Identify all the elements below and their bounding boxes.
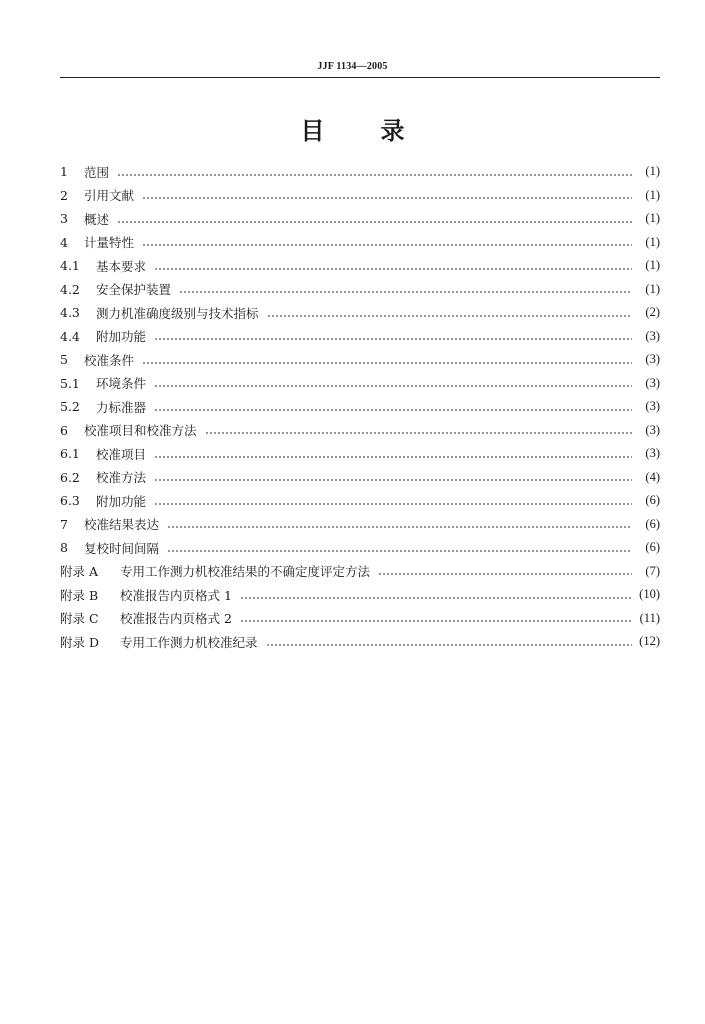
toc-entry-title: 复校时间间隔 (84, 540, 160, 556)
toc-entry[interactable] (60, 395, 660, 419)
dot-leader (240, 590, 632, 600)
toc-entry-number: 4.4 (60, 328, 80, 344)
dot-leader (154, 496, 632, 506)
toc-entry-title: 范围 (84, 164, 110, 180)
toc-title (0, 111, 705, 146)
toc-entry-page: (4) (645, 469, 660, 484)
toc-entry-title: 测力机准确度级别与技术指标 (96, 305, 259, 321)
toc-entry-page: (3) (645, 375, 660, 390)
dot-leader (167, 543, 632, 553)
toc-entry[interactable] (60, 254, 660, 278)
toc-entry-title: 引用文献 (84, 188, 135, 204)
dot-leader (154, 378, 632, 388)
toc-entry-title: 校准结果表达 (84, 517, 160, 533)
toc-entry-title: 基本要求 (96, 258, 147, 274)
header-divider (60, 77, 660, 78)
toc-entry-title: 安全保护装置 (96, 282, 172, 298)
toc-entry-page: (1) (645, 258, 660, 273)
toc-entry-page: (3) (645, 328, 660, 343)
toc-entry-title: 概述 (84, 211, 110, 227)
toc-entry-number: 3 (60, 211, 68, 227)
toc-entry-page: (11) (639, 610, 660, 625)
dot-leader (142, 355, 632, 365)
toc-entry-page: (1) (645, 211, 660, 226)
toc-entry-title: 校准项目和校准方法 (84, 423, 197, 439)
toc-entry-number: 2 (60, 187, 68, 203)
toc-entry-title: 校准报告内页格式 1 (120, 587, 232, 603)
dot-leader (179, 284, 632, 294)
toc-entry-title: 校准报告内页格式 2 (120, 611, 232, 627)
toc-entry-number: 4 (60, 234, 68, 250)
toc-entry-title: 校准项目 (96, 446, 147, 462)
dot-leader (142, 190, 632, 200)
toc-entry[interactable] (60, 466, 660, 490)
toc-entry-number: 1 (60, 164, 68, 180)
toc-entry[interactable] (60, 207, 660, 231)
dot-leader (154, 402, 632, 412)
toc-title-char-1: 目 (300, 117, 325, 145)
table-of-contents (60, 160, 660, 654)
toc-entry-number: 附录 C (60, 611, 99, 627)
toc-entry-title: 力标准器 (96, 399, 147, 415)
toc-entry-number: 6.1 (60, 446, 80, 462)
toc-entry-page: (1) (645, 164, 660, 179)
dot-leader (154, 472, 632, 482)
toc-entry-number: 4.3 (60, 305, 80, 321)
dot-leader (154, 261, 632, 271)
toc-entry-page: (3) (645, 399, 660, 414)
toc-entry[interactable] (60, 184, 660, 208)
toc-entry-title: 附加功能 (96, 493, 147, 509)
toc-entry-page: (1) (645, 234, 660, 249)
dot-leader (117, 167, 632, 177)
toc-entry-number: 6.3 (60, 493, 80, 509)
dot-leader (267, 308, 632, 318)
toc-entry-number: 5.1 (60, 375, 80, 391)
toc-entry-page: (3) (645, 352, 660, 367)
toc-entry-page: (10) (639, 587, 660, 602)
toc-entry-title: 校准方法 (96, 470, 147, 486)
toc-entry[interactable] (60, 536, 660, 560)
toc-entry-page: (1) (645, 187, 660, 202)
toc-entry-page: (6) (645, 493, 660, 508)
document-code-header: JJF 1134—2005 (317, 61, 388, 72)
toc-entry-title: 专用工作测力机校准结果的不确定度评定方法 (120, 564, 371, 580)
toc-entry-number: 6.2 (60, 469, 80, 485)
dot-leader (154, 331, 632, 341)
dot-leader (117, 214, 632, 224)
dot-leader (378, 566, 632, 576)
toc-entry-number: 附录 A (60, 564, 99, 580)
toc-entry-number: 6 (60, 422, 68, 438)
dot-leader (266, 637, 632, 647)
toc-entry-page: (12) (639, 634, 660, 649)
toc-entry-title: 环境条件 (96, 376, 147, 392)
toc-entry[interactable] (60, 301, 660, 325)
toc-entry-number: 8 (60, 540, 68, 556)
toc-entry[interactable] (60, 560, 660, 584)
toc-entry[interactable] (60, 513, 660, 537)
toc-entry-title: 校准条件 (84, 352, 135, 368)
toc-entry[interactable] (60, 442, 660, 466)
dot-leader (240, 613, 632, 623)
toc-entry-number: 附录 D (60, 634, 99, 650)
toc-entry-number: 附录 B (60, 587, 99, 603)
toc-entry[interactable] (60, 489, 660, 513)
toc-entry-title: 附加功能 (96, 329, 147, 345)
toc-entry-title: 计量特性 (84, 235, 135, 251)
toc-entry[interactable] (60, 231, 660, 255)
toc-title-char-2: 录 (380, 117, 405, 145)
dot-leader (205, 425, 632, 435)
dot-leader (142, 237, 632, 247)
dot-leader (154, 449, 632, 459)
toc-entry-page: (3) (645, 422, 660, 437)
toc-entry[interactable] (60, 630, 660, 654)
toc-entry-title: 专用工作测力机校准纪录 (120, 634, 258, 650)
toc-entry-number: 4.2 (60, 281, 80, 297)
toc-entry-number: 5.2 (60, 399, 80, 415)
toc-entry[interactable] (60, 372, 660, 396)
toc-entry[interactable] (60, 278, 660, 302)
toc-entry[interactable] (60, 419, 660, 443)
toc-entry[interactable] (60, 348, 660, 372)
toc-entry-page: (7) (645, 563, 660, 578)
dot-leader (167, 519, 632, 529)
toc-entry-page: (6) (645, 540, 660, 555)
toc-entry[interactable] (60, 160, 660, 184)
toc-entry[interactable] (60, 325, 660, 349)
toc-entry[interactable] (60, 583, 660, 607)
toc-entry[interactable] (60, 607, 660, 631)
toc-entry-page: (6) (645, 516, 660, 531)
toc-entry-page: (2) (645, 305, 660, 320)
toc-entry-page: (3) (645, 446, 660, 461)
toc-entry-page: (1) (645, 281, 660, 296)
toc-entry-number: 5 (60, 352, 68, 368)
toc-entry-number: 4.1 (60, 258, 80, 274)
toc-entry-number: 7 (60, 516, 68, 532)
